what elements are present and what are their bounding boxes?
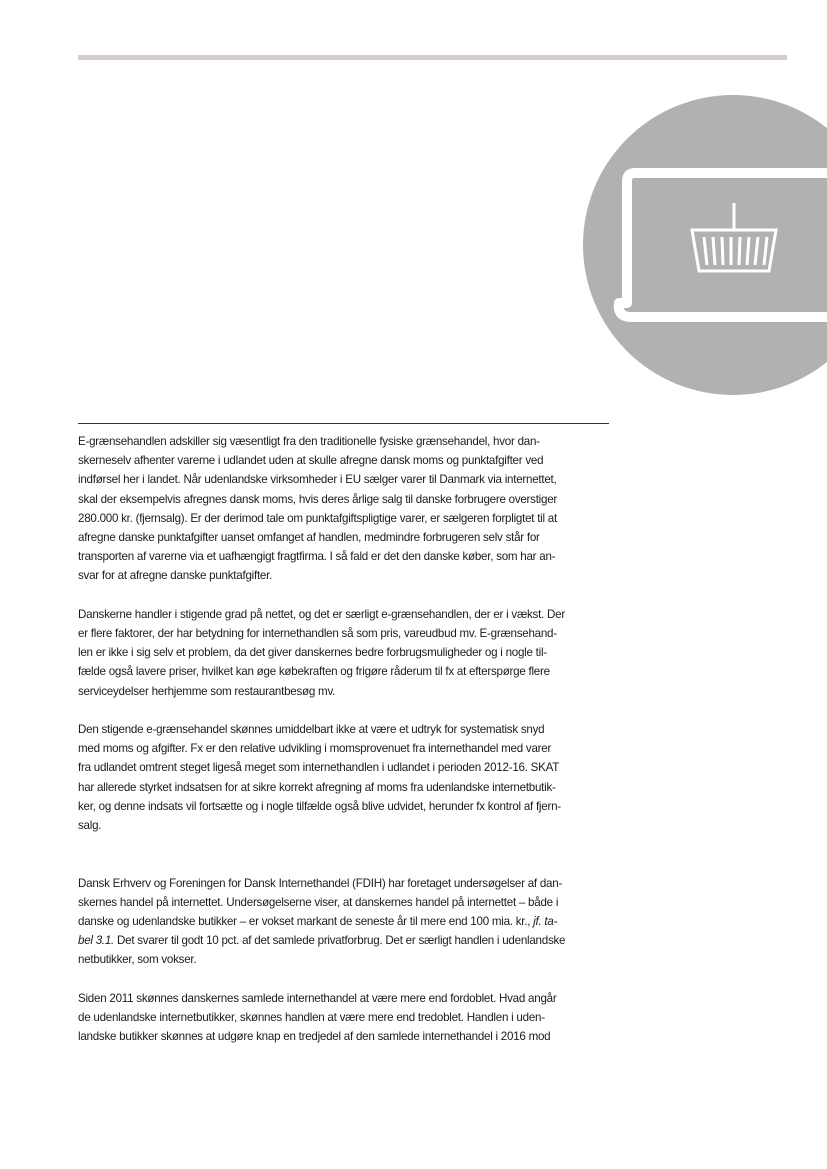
paragraph-growth: Danskerne handler i stigende grad på nettet, og det er særligt e-grænsehandlen, der er i vækst. Der er flere faktorer, der har betydning for internethandlen så som pris, vareudbud mv. E-grænsehand- len er ikke i sig selv et problem, da det giver danskernes bedre forbrugsmuligheder og i nogle til- fælde også lavere priser, hvilket kan øge købekraften og frigøre råderum til fx at efterspørge flere serviceydelser herhjemme som restaurantbesøg mv. — [78, 607, 565, 698]
paragraph-fraud: Den stigende e-grænsehandel skønnes umiddelbart ikke at være et udtryk for systematisk snyd med moms og afgifter. Fx er den relative udvikling i momsprovenuet fra internethandel med varer fra udlandet omtrent steget ligeså meget som internethandlen i udlandet i perioden 2012-16. SKAT har allerede styrket indsatsen for at sikre korrekt afregning af moms fra udenlandske internetbutik- ker, og denne indsats vil fortsætte og i nogle tilfælde også blive udvidet, herunder fx kontrol af fjern- salg. — [78, 723, 561, 833]
paragraph-e-graensehandel: E-grænsehandlen adskiller sig væsentligt fra den traditionelle fysiske grænsehandel, hvor dan- skerneselv afhenter varerne i udlandet uden at skulle afregne dansk moms og punktafgifter ved indførsel her i landet. Når udenlandske virksomheder i EU sælger varer til Danmark via internettet, skal der eksempelvis afregnes dansk moms, hvis deres årlige salg til danske forbrugere overstiger 280.000 kr. (fjernsalg). Er der derimod tale om punktafgiftspligtige varer, er sælgeren forpligtet til at afregne danske punktafgifter uanset omfanget af handlen, medmindre forbrugeren selv står for transporten af varerne via et uafhængigt fragtfirma. I så fald er det den danske køber, som har an- svar for at afregne danske punktafgifter. — [78, 435, 558, 583]
paragraph-fdih-text-1: Dansk Erhverv og Foreningen for Dansk Internethandel (FDIH) har foretaget undersøgelser af dan- skernes handel på internettet. Undersøgelserne viser, at danskernes handel på internettet – både i danske og udenlandske butikker – er vokset markant de seneste år til mere end 100 mia. kr., — [78, 876, 563, 929]
paragraph-fdih-text-2: Det svarer til godt 10 pct. af det samlede privatforbrug. Det er særligt handlen i udenlandske netbutikker, som vokser. — [78, 934, 566, 967]
header-rule — [78, 55, 787, 60]
paragraph-fdih — [78, 874, 611, 970]
paragraph-since-2011: Siden 2011 skønnes danskernes samlede internethandel at være mere end fordoblet. Hvad angår de udenlandske internetbutikker, skønnes handlen at være mere end tredoblet. Handlen i uden- landske butikker skønnes at udgøre knap en tredjedel af den samlede internethandel i 2016 mod — [78, 991, 557, 1044]
laptop-with-shopping-basket-icon — [583, 95, 827, 395]
table-reference: jf. ta- bel 3.1. — [78, 915, 558, 948]
body-text — [78, 432, 611, 1066]
section-divider — [78, 423, 609, 424]
